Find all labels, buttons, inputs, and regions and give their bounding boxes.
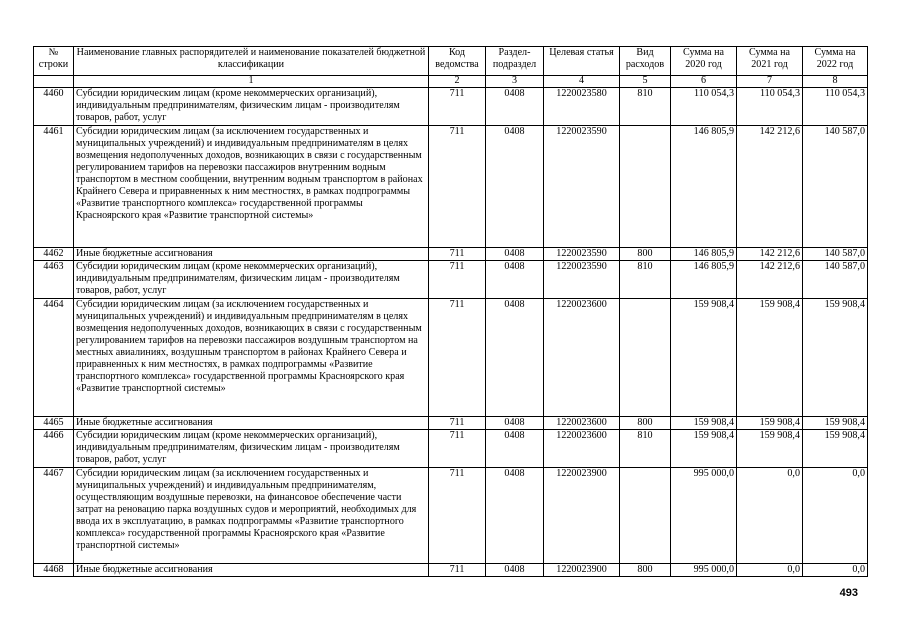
sum-2020: 146 805,9	[671, 248, 737, 261]
row-number: 4466	[34, 430, 74, 468]
expense-type	[620, 468, 671, 564]
dept-code: 711	[429, 126, 486, 248]
sum-2022: 140 587,0	[803, 261, 868, 299]
sum-2021: 0,0	[737, 564, 803, 577]
target-code: 1220023600	[544, 417, 620, 430]
sum-2020: 995 000,0	[671, 468, 737, 564]
target-code: 1220023900	[544, 468, 620, 564]
target-code: 1220023580	[544, 88, 620, 126]
header-expense-type: Вид расходов	[620, 47, 671, 76]
expense-type: 800	[620, 564, 671, 577]
table-row	[34, 417, 868, 430]
row-number: 4460	[34, 88, 74, 126]
sum-2021: 142 212,6	[737, 126, 803, 248]
sum-2020: 146 805,9	[671, 126, 737, 248]
row-name: Иные бюджетные ассигнования	[74, 248, 429, 261]
sum-2021: 142 212,6	[737, 248, 803, 261]
column-number: 6	[671, 76, 737, 88]
column-number: 8	[803, 76, 868, 88]
sum-2022: 110 054,3	[803, 88, 868, 126]
table-row	[34, 564, 868, 577]
sum-2021: 142 212,6	[737, 261, 803, 299]
row-number: 4462	[34, 248, 74, 261]
sum-2021: 159 908,4	[737, 430, 803, 468]
row-name: Субсидии юридическим лицам (кроме некоммерческих организаций), индивидуальным предпринимателям, физическим лицам - производителям товаров, работ, услуг	[74, 430, 429, 468]
row-number: 4461	[34, 126, 74, 248]
header-sum-2020: Сумма на 2020 год	[671, 47, 737, 76]
header-sum-2021: Сумма на 2021 год	[737, 47, 803, 76]
sum-2022: 140 587,0	[803, 126, 868, 248]
section-code: 0408	[486, 430, 544, 468]
sum-2021: 159 908,4	[737, 417, 803, 430]
sum-2020: 110 054,3	[671, 88, 737, 126]
expense-type	[620, 299, 671, 417]
row-name: Иные бюджетные ассигнования	[74, 417, 429, 430]
column-number: 1	[74, 76, 429, 88]
row-name: Субсидии юридическим лицам (за исключением государственных и муниципальных учреждений) и индивидуальным предпринимателям в целях возмещения недополученных доходов, возникающих в связи с государственным регулированием тарифов на перевозки пассажиров воздушным транспортом на местных авиалиниях, воздушным транспортом в районах Крайнего Севера и приравненных к ним местностях, в рамках подпрограммы «Развитие транспортного комплекса» государственной программы Красноярского края «Развитие транспортной системы»	[74, 299, 429, 417]
sum-2021: 0,0	[737, 468, 803, 564]
header-target: Целевая статья	[544, 47, 620, 76]
header-row	[34, 47, 868, 76]
section-code: 0408	[486, 564, 544, 577]
sum-2022: 159 908,4	[803, 417, 868, 430]
section-code: 0408	[486, 126, 544, 248]
expense-type: 800	[620, 417, 671, 430]
header-dept: Код ведомства	[429, 47, 486, 76]
column-number: 2	[429, 76, 486, 88]
sum-2020: 159 908,4	[671, 430, 737, 468]
header-name: Наименование главных распорядителей и наименование показателей бюджетной классификации	[74, 47, 429, 76]
row-name: Субсидии юридическим лицам (кроме некоммерческих организаций), индивидуальным предпринимателям, физическим лицам - производителям товаров, работ, услуг	[74, 261, 429, 299]
sum-2022: 159 908,4	[803, 299, 868, 417]
sum-2022: 159 908,4	[803, 430, 868, 468]
row-name: Субсидии юридическим лицам (кроме некоммерческих организаций), индивидуальным предпринимателям, физическим лицам - производителям товаров, работ, услуг	[74, 88, 429, 126]
expense-type: 810	[620, 430, 671, 468]
table-row	[34, 430, 868, 468]
row-name: Субсидии юридическим лицам (за исключением государственных и муниципальных учреждений) и индивидуальным предпринимателям в целях возмещения недополученных доходов, возникающих в связи с государственным регулированием тарифов на перевозки пассажиров внутренним водным транспортом в местном сообщении, внутренним водным транспортом в районах Крайнего Севера и приравненных к ним местностях, в рамках подпрограммы «Развитие транспортного комплекса» государственной программы Красноярского края «Развитие транспортной системы»	[74, 126, 429, 248]
row-number: 4467	[34, 468, 74, 564]
dept-code: 711	[429, 261, 486, 299]
row-number: 4463	[34, 261, 74, 299]
target-code: 1220023900	[544, 564, 620, 577]
section-code: 0408	[486, 417, 544, 430]
sum-2020: 146 805,9	[671, 261, 737, 299]
column-number	[34, 76, 74, 88]
dept-code: 711	[429, 88, 486, 126]
row-number: 4465	[34, 417, 74, 430]
dept-code: 711	[429, 430, 486, 468]
dept-code: 711	[429, 468, 486, 564]
row-name: Иные бюджетные ассигнования	[74, 564, 429, 577]
dept-code: 711	[429, 417, 486, 430]
header-section: Раздел-подраздел	[486, 47, 544, 76]
sum-2020: 159 908,4	[671, 299, 737, 417]
table-row	[34, 88, 868, 126]
column-number: 3	[486, 76, 544, 88]
table-row	[34, 126, 868, 248]
page-number: 493	[839, 587, 858, 599]
expense-type: 810	[620, 88, 671, 126]
expense-type	[620, 126, 671, 248]
target-code: 1220023590	[544, 248, 620, 261]
section-code: 0408	[486, 248, 544, 261]
column-number-row	[34, 76, 868, 88]
column-number: 5	[620, 76, 671, 88]
sum-2022: 0,0	[803, 564, 868, 577]
table-row	[34, 261, 868, 299]
target-code: 1220023590	[544, 261, 620, 299]
sum-2022: 140 587,0	[803, 248, 868, 261]
section-code: 0408	[486, 88, 544, 126]
column-number: 4	[544, 76, 620, 88]
row-name: Субсидии юридическим лицам (за исключением государственных и муниципальных учреждений) и индивидуальным предпринимателям, осуществляющим воздушные перевозки, на финансовое обеспечение части затрат на реновацию парка воздушных судов и мероприятий, необходимых для ввода их в эксплуатацию, в рамках подпрограммы «Развитие транспортного комплекса» государственной программы Красноярского края «Развитие транспортной системы»	[74, 468, 429, 564]
dept-code: 711	[429, 248, 486, 261]
header-row-no: № строки	[34, 47, 74, 76]
header-sum-2022: Сумма на 2022 год	[803, 47, 868, 76]
table-row	[34, 468, 868, 564]
expense-type: 800	[620, 248, 671, 261]
expense-type: 810	[620, 261, 671, 299]
target-code: 1220023590	[544, 126, 620, 248]
dept-code: 711	[429, 564, 486, 577]
dept-code: 711	[429, 299, 486, 417]
sum-2020: 995 000,0	[671, 564, 737, 577]
section-code: 0408	[486, 261, 544, 299]
row-number: 4464	[34, 299, 74, 417]
sum-2021: 110 054,3	[737, 88, 803, 126]
target-code: 1220023600	[544, 430, 620, 468]
sum-2022: 0,0	[803, 468, 868, 564]
row-number: 4468	[34, 564, 74, 577]
column-number: 7	[737, 76, 803, 88]
table-row	[34, 248, 868, 261]
target-code: 1220023600	[544, 299, 620, 417]
section-code: 0408	[486, 468, 544, 564]
section-code: 0408	[486, 299, 544, 417]
budget-table	[33, 46, 868, 577]
sum-2020: 159 908,4	[671, 417, 737, 430]
sum-2021: 159 908,4	[737, 299, 803, 417]
table-row	[34, 299, 868, 417]
